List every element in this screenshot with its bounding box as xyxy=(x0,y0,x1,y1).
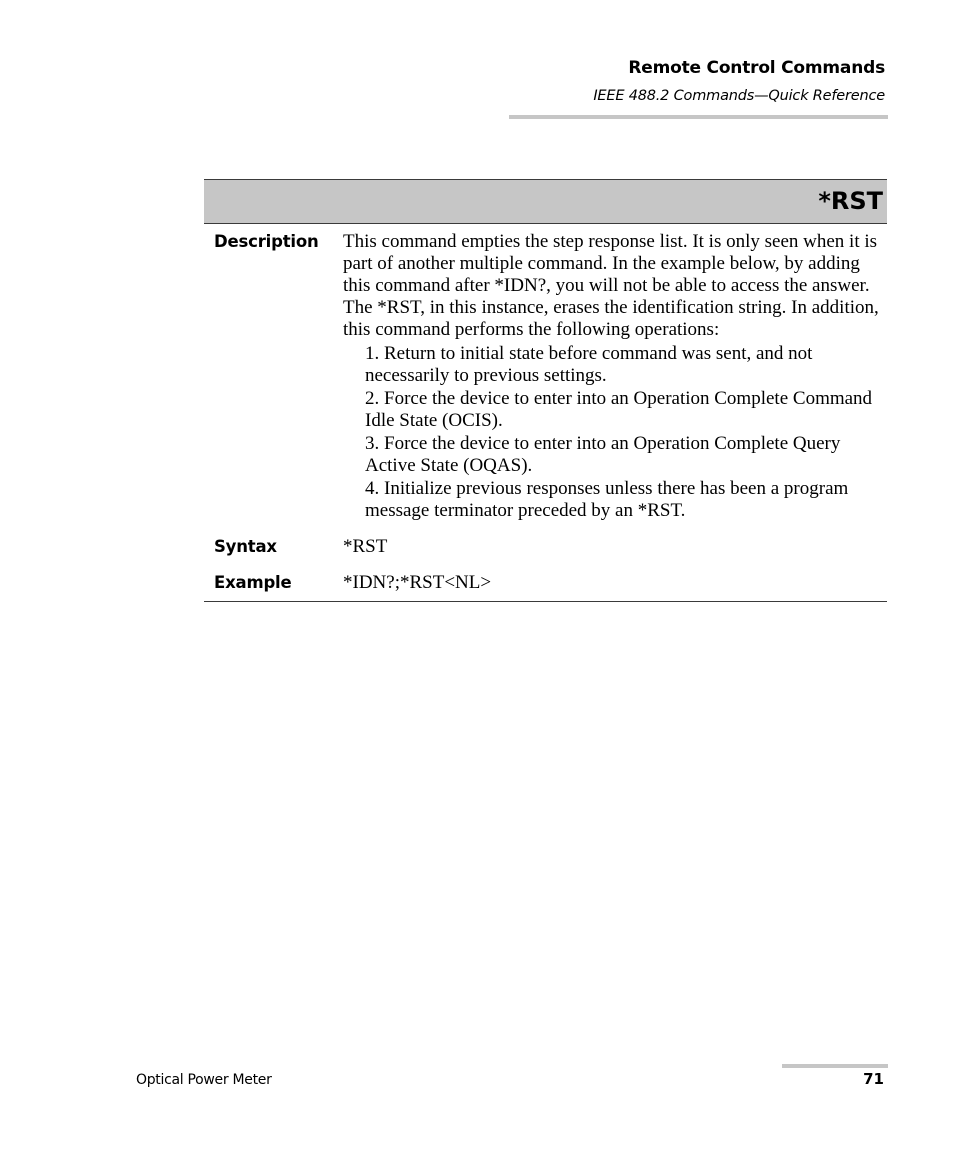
example-row xyxy=(204,572,887,594)
description-content xyxy=(343,231,887,523)
operation-item: 3. Force the device to enter into an Operation Complete Query Active State (OQAS). xyxy=(365,433,841,476)
operation-item: 4. Initialize previous responses unless there has been a program message terminator preceded by an *RST. xyxy=(365,478,849,521)
description-label: Description xyxy=(214,232,319,251)
syntax-label: Syntax xyxy=(214,537,277,556)
running-header xyxy=(593,56,885,107)
description-text: This command empties the step response list. It is only seen when it is part of another multiple command. In the example below, by adding this command after *IDN?, you will not be able to access the answer. The *RST, in this instance, erases the identification string. In addition, this command performs the following operations: xyxy=(343,231,879,340)
command-reference-table xyxy=(204,179,887,602)
syntax-row xyxy=(204,536,887,558)
description-row xyxy=(204,231,887,523)
chapter-title: Remote Control Commands xyxy=(628,58,885,78)
example-value: *IDN?;*RST<NL> xyxy=(343,572,492,593)
command-name: *RST xyxy=(818,187,883,215)
operations-list xyxy=(343,343,887,522)
section-title: IEEE 488.2 Commands—Quick Reference xyxy=(593,88,885,104)
operation-item: 1. Return to initial state before command was sent, and not necessarily to previous settings. xyxy=(365,343,813,386)
header-divider xyxy=(509,115,888,119)
operation-item: 2. Force the device to enter into an Operation Complete Command Idle State (OCIS). xyxy=(365,388,873,431)
example-label: Example xyxy=(214,573,292,592)
command-header-bar xyxy=(204,179,887,224)
footer-divider xyxy=(782,1064,888,1068)
table-bottom-divider xyxy=(204,601,887,602)
page-number: 71 xyxy=(863,1070,884,1088)
syntax-value: *RST xyxy=(343,536,388,557)
document-title: Optical Power Meter xyxy=(136,1072,272,1088)
